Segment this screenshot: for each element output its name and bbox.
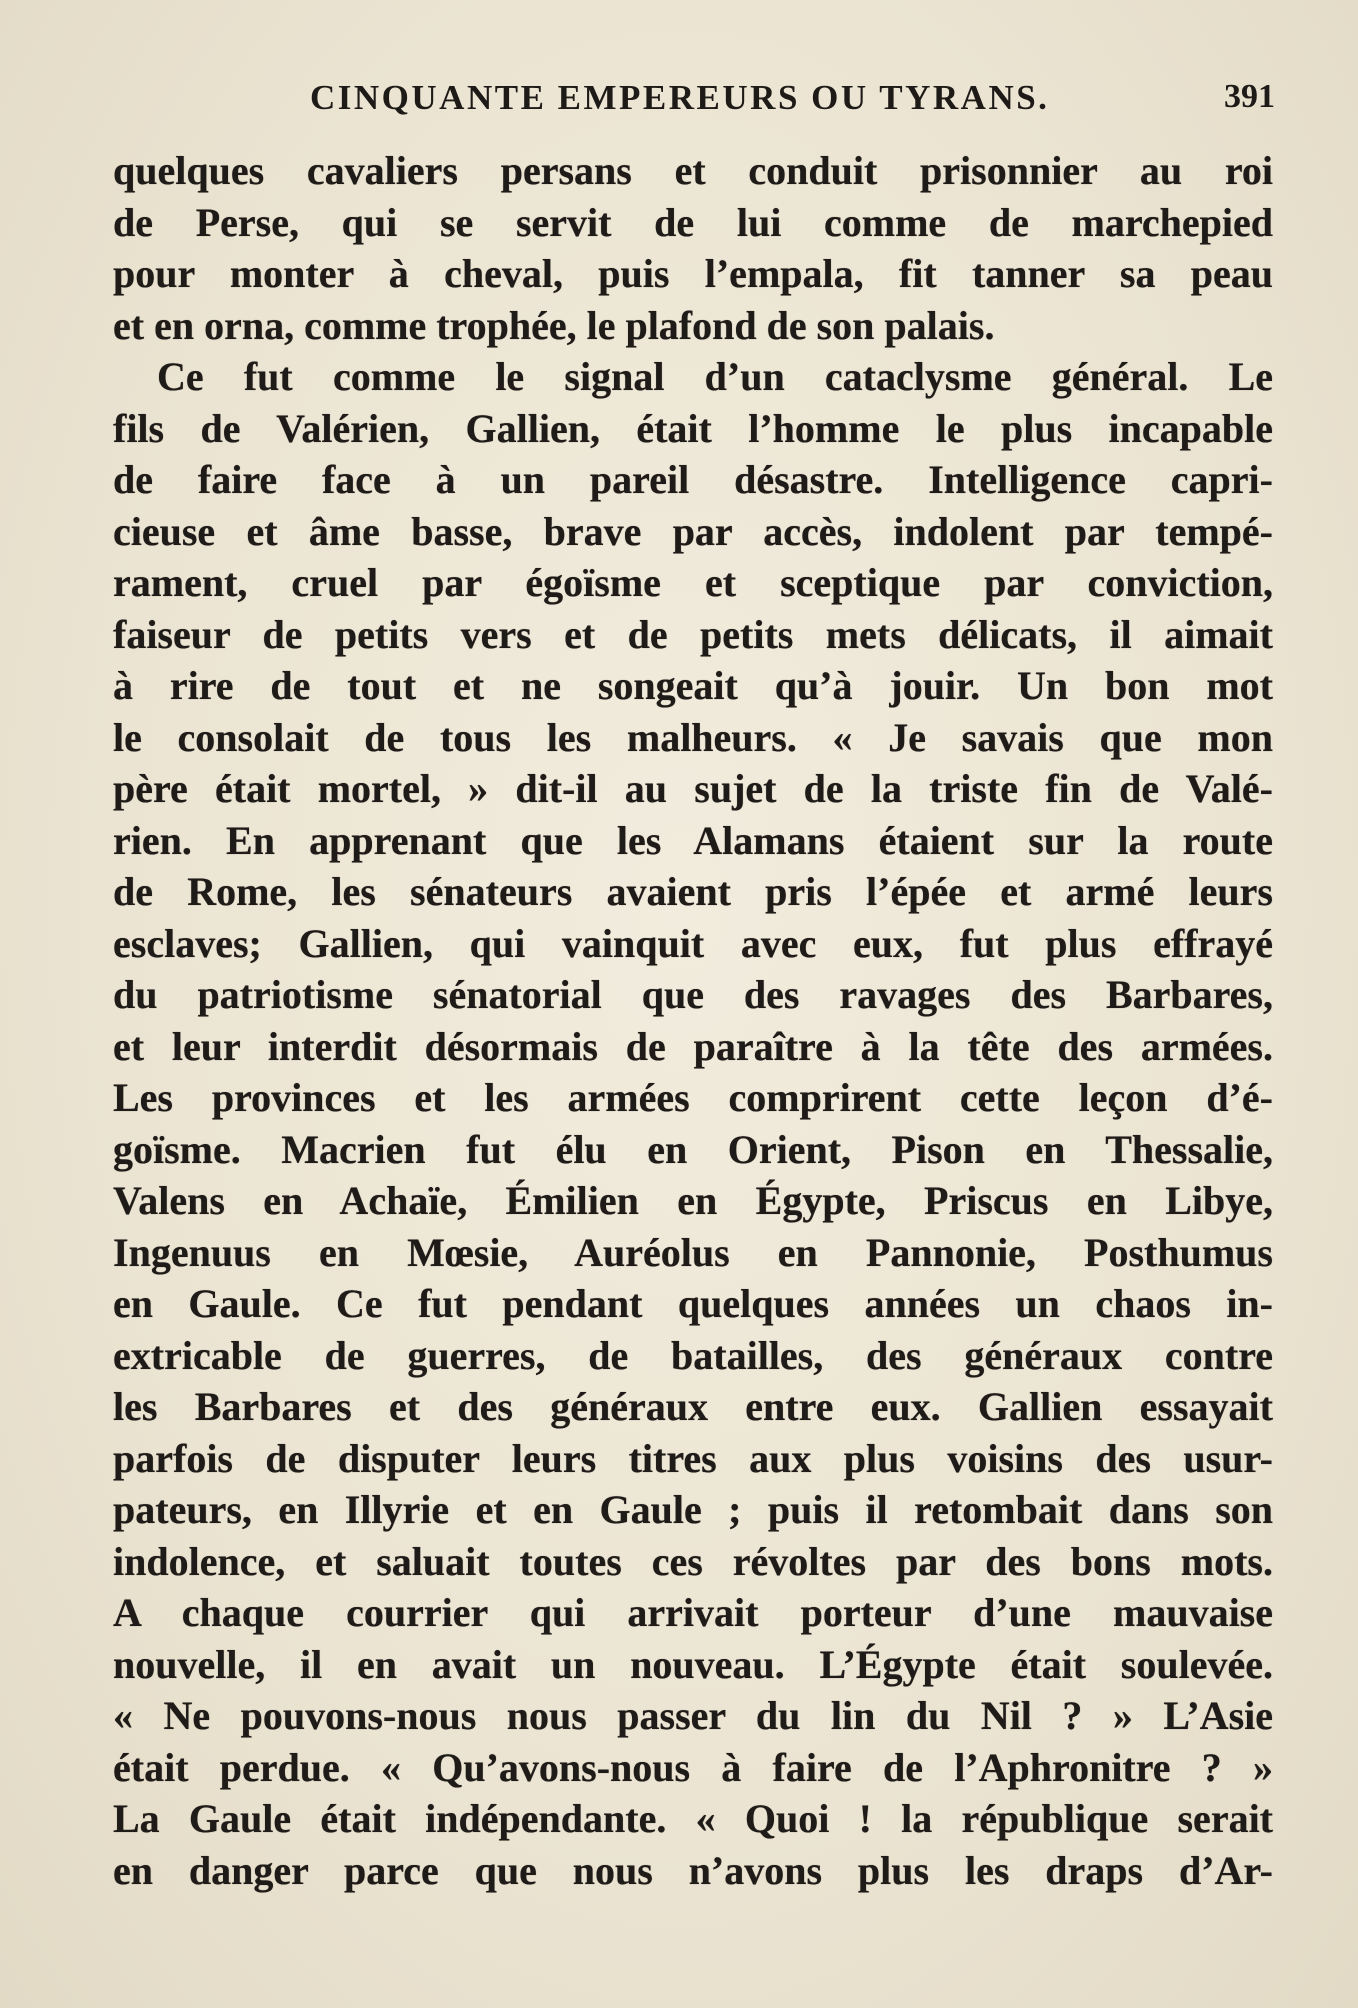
text-line: parfois de disputer leurs titres aux plus voisins des usur- [113, 1435, 1273, 1481]
text-line: « Ne pouvons-nous nous passer du lin du Nil ? » L’Asie [113, 1693, 1273, 1738]
text-line: Ingenuus en Mœsie, Auréolus en Pannonie, Posthumus [113, 1229, 1273, 1275]
text-line: et en orna, comme trophée, le plafond de son palais. [113, 302, 995, 348]
text-line: cieuse et âme basse, brave par accès, indolent par tempé- [113, 508, 1273, 554]
text-line: extricable de guerres, de batailles, des généraux contre [113, 1332, 1273, 1378]
text-line: du patriotisme sénatorial que des ravages des Barbares, [113, 972, 1273, 1017]
text-line: les Barbares et des généraux entre eux. Gallien essayait [113, 1384, 1273, 1429]
text-line: en danger parce que nous n’avons plus les draps d’Ar- [113, 1847, 1273, 1893]
text-line: de Rome, les sénateurs avaient pris l’épée et armé leurs [113, 869, 1273, 914]
text-line: de Perse, qui se servit de lui comme de marchepied [113, 199, 1273, 245]
text-line: faiseur de petits vers et de petits mets délicats, il aimait [113, 611, 1273, 657]
text-line: en Gaule. Ce fut pendant quelques années un chaos in- [113, 1281, 1273, 1326]
text-line: quelques cavaliers persans et conduit prisonnier au roi [113, 148, 1273, 193]
text-line: goïsme. Macrien fut élu en Orient, Pison en Thessalie, [113, 1126, 1273, 1172]
text-line: nouvelle, il en avait un nouveau. L’Égypte était soulevée. [113, 1641, 1273, 1687]
text-line: indolence, et saluait toutes ces révoltes par des bons mots. [113, 1538, 1273, 1584]
text-line: rament, cruel par égoïsme et sceptique par conviction, [113, 560, 1273, 605]
paragraph-first-line: Ce fut comme le signal d’un cataclysme général. Le [157, 354, 1273, 399]
page-number: 391 [1224, 78, 1275, 115]
text-line: pour monter à cheval, puis l’empala, fit tanner sa peau [113, 251, 1273, 296]
page-header [110, 78, 1275, 128]
text-line: Valens en Achaïe, Émilien en Égypte, Priscus en Libye, [113, 1178, 1273, 1223]
text-line: le consolait de tous les malheurs. « Je savais que mon [113, 714, 1273, 760]
text-line: à rire de tout et ne songeait qu’à jouir. Un bon mot [113, 663, 1273, 708]
running-title: CINQUANTE EMPEREURS OU TYRANS. [310, 78, 1050, 117]
text-line: était perdue. « Qu’avons-nous à faire de l’Aphronitre ? » [113, 1744, 1273, 1790]
text-line: fils de Valérien, Gallien, était l’homme le plus incapable [113, 405, 1273, 451]
text-line: Les provinces et les armées comprirent cette leçon d’é- [113, 1075, 1273, 1120]
text-line: et leur interdit désormais de paraître à la tête des armées. [113, 1023, 1273, 1069]
text-line: pateurs, en Illyrie et en Gaule ; puis il retombait dans son [113, 1487, 1273, 1532]
text-line: A chaque courrier qui arrivait porteur d’une mauvaise [113, 1590, 1273, 1635]
text-line: rien. En apprenant que les Alamans étaient sur la route [113, 817, 1273, 863]
text-line: père était mortel, » dit-il au sujet de la triste fin de Valé- [113, 766, 1273, 811]
body-text [113, 145, 1273, 1896]
text-line: esclaves; Gallien, qui vainquit avec eux, fut plus effrayé [113, 920, 1273, 966]
text-line: de faire face à un pareil désastre. Intelligence capri- [113, 457, 1273, 502]
text-line: La Gaule était indépendante. « Quoi ! la république serait [113, 1796, 1273, 1841]
